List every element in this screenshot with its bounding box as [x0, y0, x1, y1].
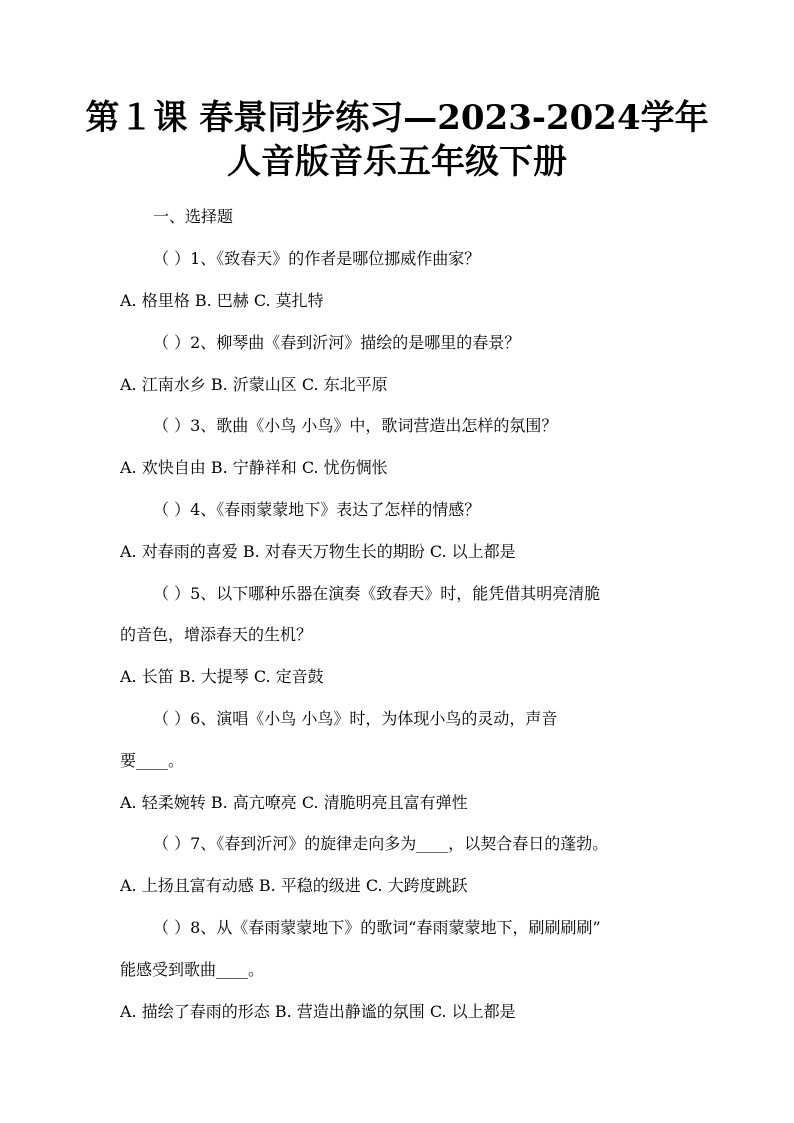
- question-6-options: A. 轻柔婉转 B. 高亢嘹亮 C. 清脆明亮且富有弹性: [120, 793, 468, 812]
- question-6-line-2: 要____。: [120, 751, 185, 770]
- question-8-line-2: 能感受到歌曲____。: [120, 960, 265, 979]
- question-2: （ ）2、柳琴曲《春到沂河》描绘的是哪里的春景？: [153, 333, 521, 352]
- section-heading: 一、选择题: [153, 207, 234, 226]
- question-5-line-2: 的音色，增添春天的生机？: [120, 625, 313, 644]
- question-8-line-1: （ ）8、从《春雨蒙蒙地下》的歌词“春雨蒙蒙地下，刷刷刷刷”: [153, 918, 601, 937]
- question-7: （ ）7、《春到沂河》的旋律走向多为____，以契合春日的蓬勃。: [153, 834, 609, 853]
- question-1: （ ）1、《致春天》的作者是哪位挪威作曲家？: [153, 249, 481, 268]
- question-4-options: A. 对春雨的喜爱 B. 对春天万物生长的期盼 C. 以上都是: [120, 542, 516, 561]
- question-2-options: A. 江南水乡 B. 沂蒙山区 C. 东北平原: [120, 375, 388, 394]
- question-7-options: A. 上扬且富有动感 B. 平稳的级进 C. 大跨度跳跃: [120, 876, 468, 895]
- question-3-options: A. 欢快自由 B. 宁静祥和 C. 忧伤惆怅: [120, 458, 388, 477]
- question-5-line-1: （ ）5、以下哪种乐器在演奏《致春天》时，能凭借其明亮清脆: [153, 584, 601, 603]
- page-title-line-2: 人音版音乐五年级下册: [227, 142, 567, 182]
- page-title-line-1: 第１课 春景同步练习—2023-2024学年: [85, 98, 709, 138]
- question-3: （ ）3、歌曲《小鸟 小鸟》中，歌词营造出怎样的氛围？: [153, 416, 558, 435]
- question-5-options: A. 长笛 B. 大提琴 C. 定音鼓: [120, 667, 324, 686]
- question-1-options: A. 格里格 B. 巴赫 C. 莫扎特: [120, 291, 324, 310]
- question-8-options: A. 描绘了春雨的形态 B. 营造出静谧的氛围 C. 以上都是: [120, 1002, 516, 1021]
- question-6-line-1: （ ）6、演唱《小鸟 小鸟》时，为体现小鸟的灵动，声音: [153, 709, 558, 728]
- question-4: （ ）4、《春雨蒙蒙地下》表达了怎样的情感？: [153, 500, 481, 519]
